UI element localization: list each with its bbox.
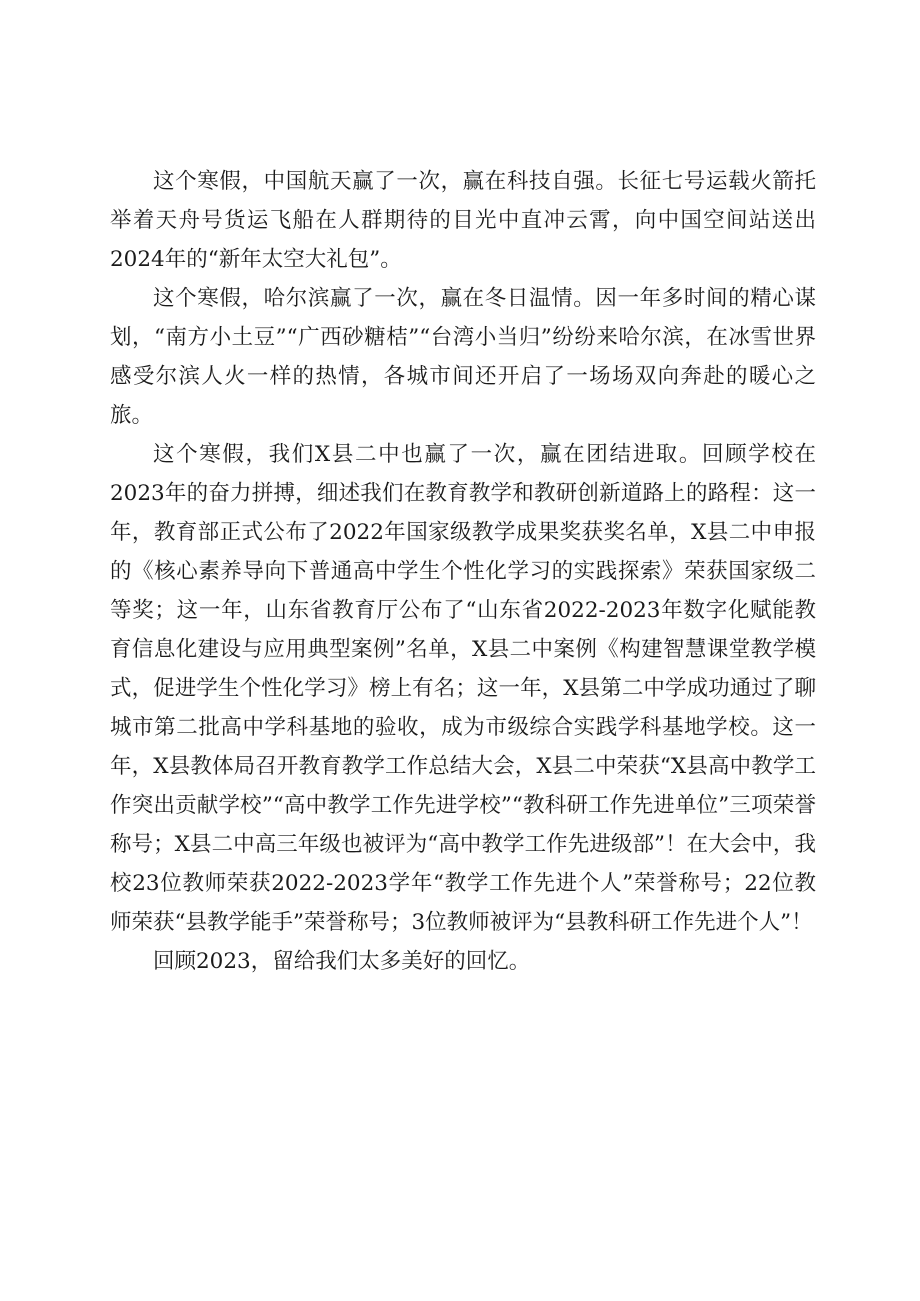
paragraph-aerospace: 这个寒假，中国航天赢了一次，赢在科技自强。长征七号运载火箭托举着天舟号货运飞船在人群期待的目光中直冲云霄，向中国空间站送出2024年的“新年太空大礼包”。	[110, 169, 816, 272]
paragraph-school-achievements: 这个寒假，我们X县二中也赢了一次，赢在团结进取。回顾学校在2023年的奋力拼搏，细述我们在教育教学和教研创新道路上的路程：这一年，教育部正式公布了2022年国家级教学成果奖获奖名单，X县二中申报的《核心素养导向下普通高中学生个性化学习的实践探索》荣获国家级二等奖；这一年，山东省教育厅公布了“山东省2022-2023年数字化赋能教育信息化建设与应用典型案例”名单，X县二中案例《构建智慧课堂教学模式，促进学生个性化学习》榜上有名；这一年，X县第二中学成功通过了聊城市第二批高中学科基地的验收，成为市级综合实践学科基地学校。这一年，X县教体局召开教育教学工作总结大会，X县二中荣获“X县高中教学工作突出贡献学校”“高中教学工作先进学校”“教科研工作先进单位”三项荣誉称号；X县二中高三年级也被评为“高中教学工作先进级部”！在大会中，我校23位教师荣获2022-2023学年“教学工作先进个人”荣誉称号；22位教师荣获“县教学能手”荣誉称号；3位教师被评为“县教科研工作先进个人”！	[110, 442, 816, 935]
document-body	[110, 162, 816, 981]
paragraph-harbin: 这个寒假，哈尔滨赢了一次，赢在冬日温情。因一年多时间的精心谋划，“南方小土豆”“广西砂糖桔”“台湾小当归”纷纷来哈尔滨，在冰雪世界感受尔滨人火一样的热情，各城市间还开启了一场场双向奔赴的暖心之旅。	[110, 286, 816, 428]
paragraph-review-2023: 回顾2023，留给我们太多美好的回忆。	[153, 949, 531, 974]
